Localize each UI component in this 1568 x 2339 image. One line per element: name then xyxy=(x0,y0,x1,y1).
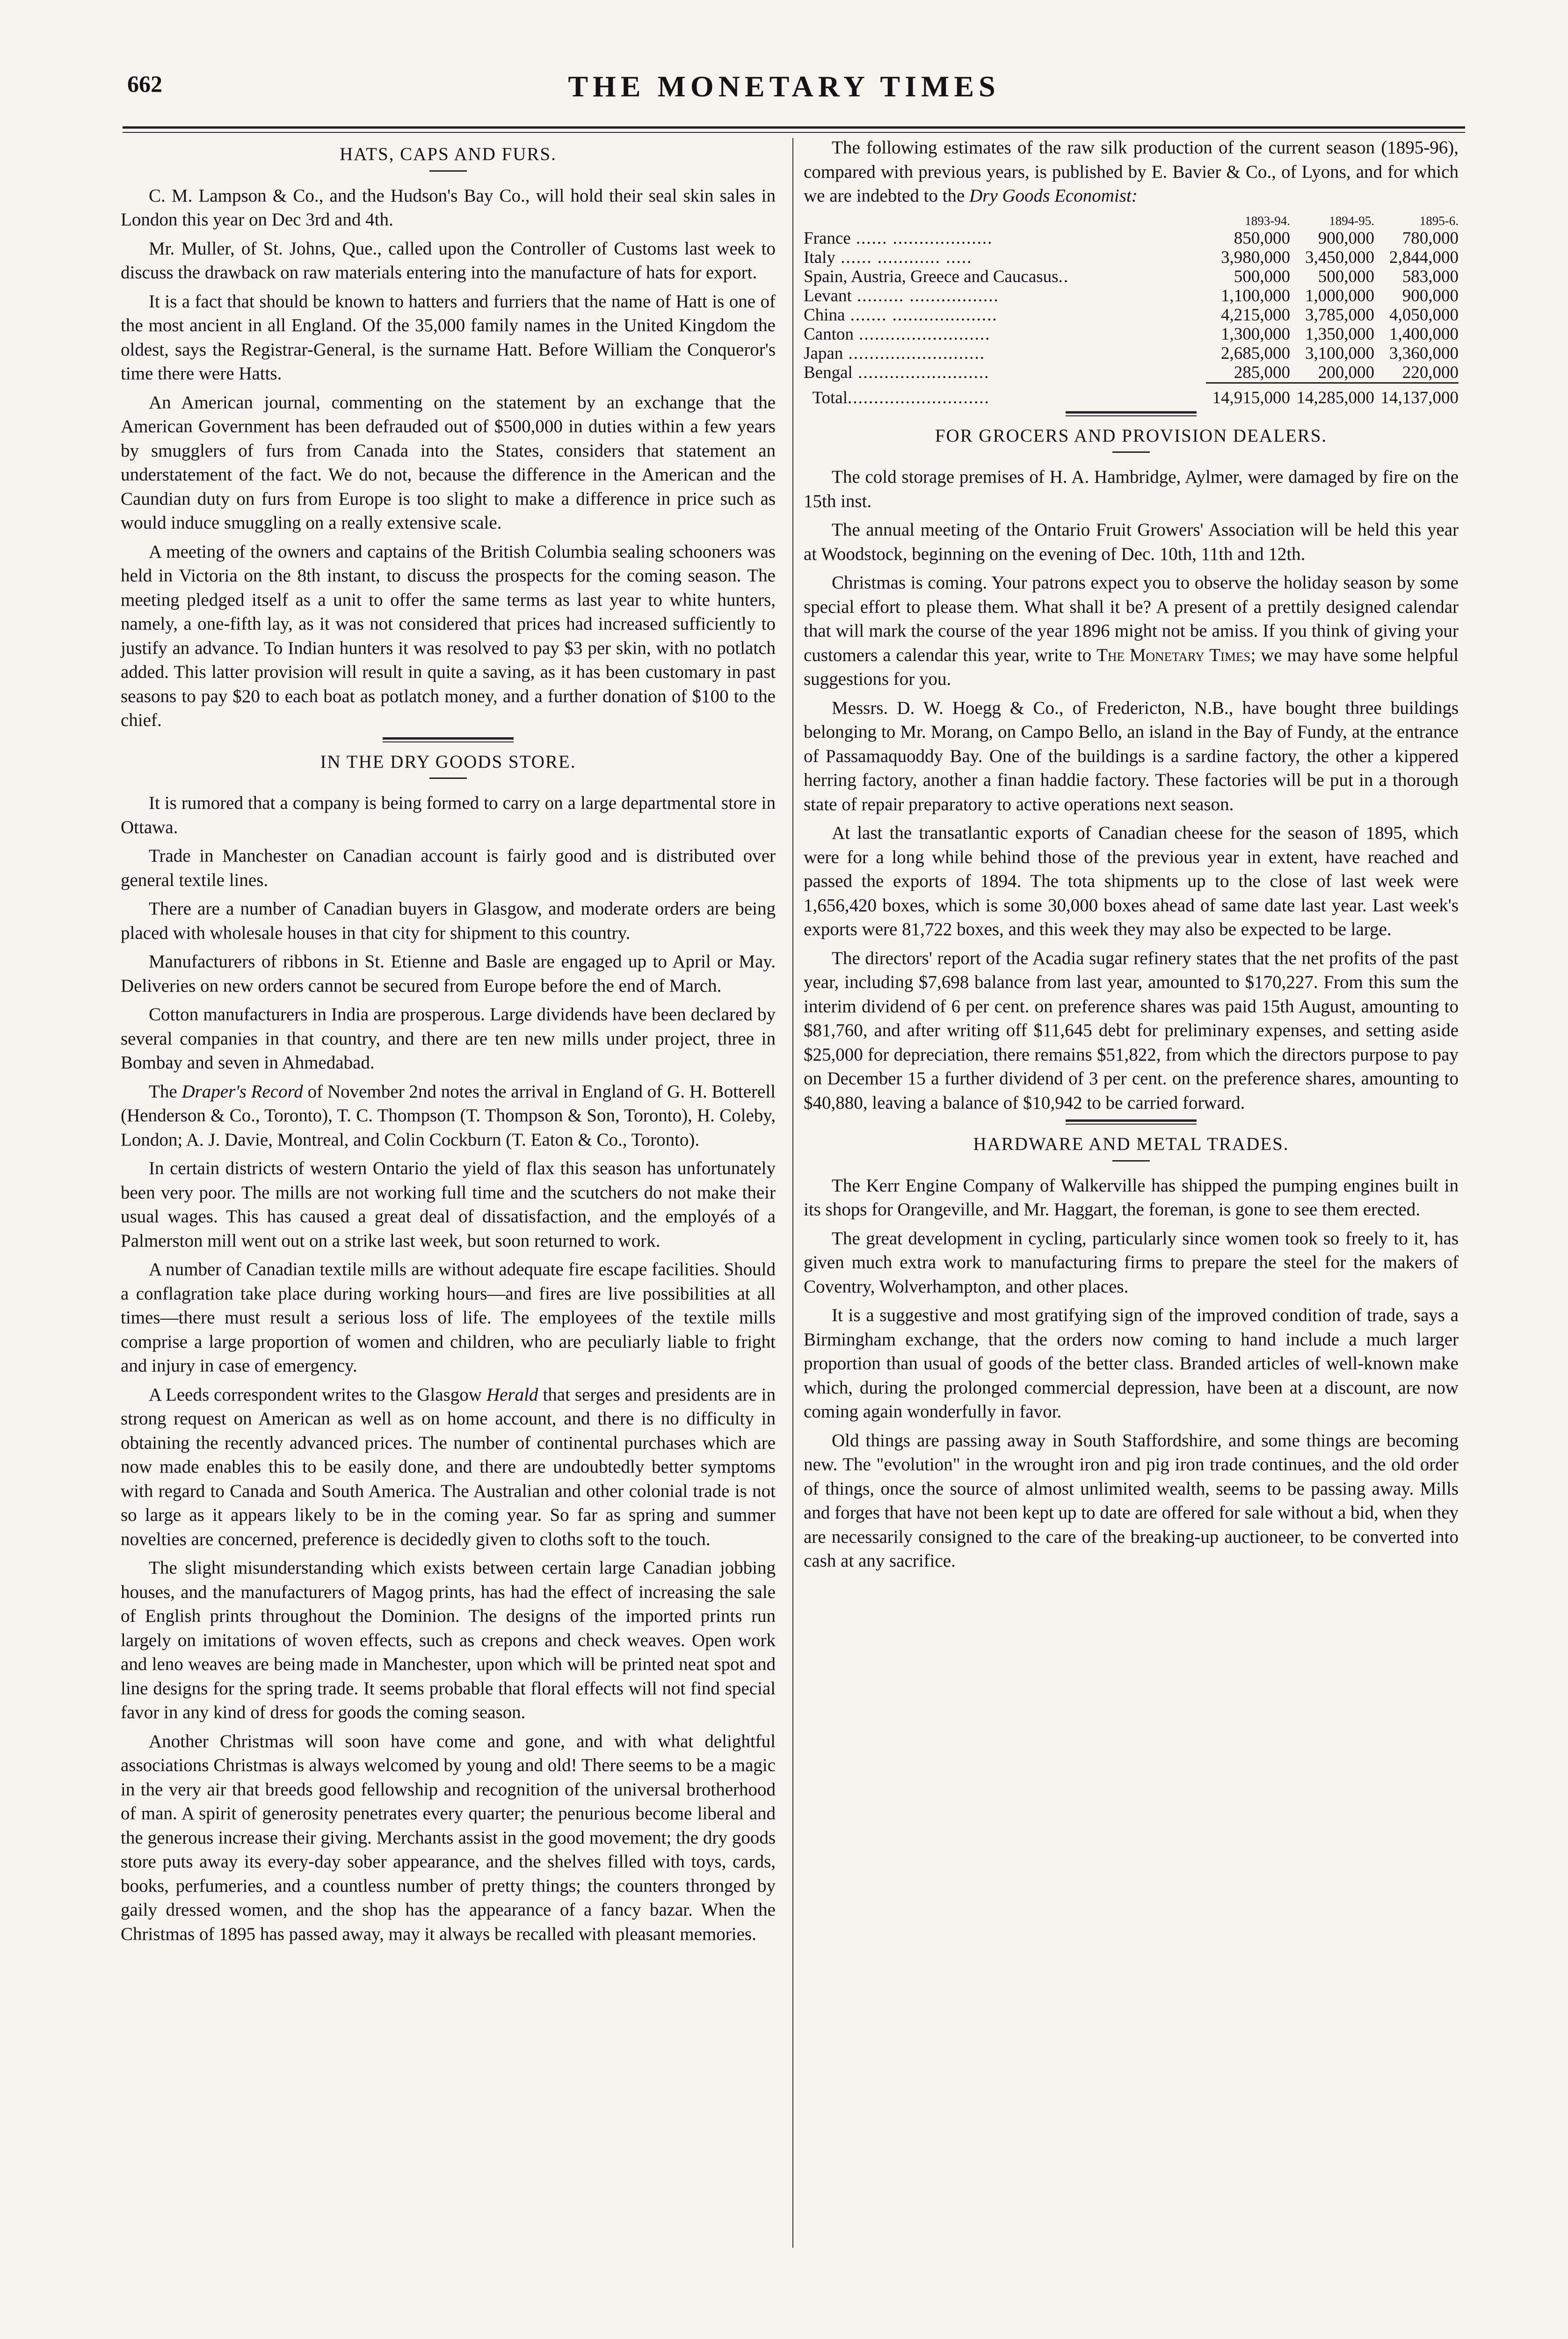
paragraph: The Kerr Engine Company of Walkerville has shipped the pumping engines built in its shops for Orangeville, and Mr. Haggart, the foreman, is gone to see them erected. xyxy=(804,1175,1459,1220)
text-run: The following estimates of the raw silk production of the current season (1895-96), compared with previous years, is published by E. Bavier & Co., of Lyons, and for which we are indebted to the xyxy=(804,138,1459,206)
total-rule-row xyxy=(804,383,1459,386)
value-cell: 4,050,000 xyxy=(1389,305,1459,325)
masthead-title: THE MONETARY TIMES xyxy=(568,70,1000,103)
paragraph: C. M. Lampson & Co., and the Hudson's Bay Co., will hold their seal skin sales in London this year on Dec 3rd and 4th. xyxy=(121,185,776,230)
paragraph: The cold storage premises of H. A. Hambridge, Aylmer, were damaged by fire on the 15th inst. xyxy=(804,467,1459,511)
paragraph: There are a number of Canadian buyers in Glasgow, and moderate orders are being placed with wholesale houses in that city for shipment to this country. xyxy=(121,899,776,943)
value-cell: 900,000 xyxy=(1402,286,1459,305)
paragraph: Messrs. D. W. Hoegg & Co., of Fredericton, N.B., have bought three buildings belonging to Mr. Morang, on Campo Bello, an island in the Bay of Fundy, at the entrance of Passamaquoddy Bay. One of the buildings is a sardine factory, the other a kippered herring factory, another a finan haddie factory. These factories will be put in a thorough state of repair preparatory to active operations next season. xyxy=(804,697,1459,814)
paragraph: Cotton manufacturers in India are prosperous. Large dividends have been declared by several companies in that country, and there are ten new mills under project, three in Bombay and seven in Ahmedabad. xyxy=(121,1004,776,1073)
heading-rule xyxy=(429,777,467,779)
year-header: 1895-6. xyxy=(1419,213,1459,228)
paragraph: At last the transatlantic exports of Canadian cheese for the season of 1895, which were for a long while behind those of the previous year in extent, have reached and passed the exports of 1894. The tota shipments up to the close of last week were 1,656,420 boxes, which is some 30,000 boxes ahead of same date last year. Last week's exports were 81,722 boxes, and this week they may also be expected to be large. xyxy=(804,823,1459,939)
table-row xyxy=(804,229,1459,248)
heading-rule xyxy=(1112,451,1150,453)
table-row xyxy=(804,267,1459,286)
text-run: A Leeds correspondent writes to the Glasgow xyxy=(149,1384,482,1405)
country-cell: Levant ......... ................. xyxy=(804,286,999,305)
value-cell: 3,980,000 xyxy=(1221,247,1290,267)
paragraph xyxy=(121,1080,776,1152)
table-total-row xyxy=(804,386,1459,407)
text-run: that serges and presidents are in strong request on American as well as on home account, and there is no difficulty in obtaining the recently advanced prices. The number of continental purchases which are now made enables this to be easily done, and there are undoubtedly better symptoms with regard to Canada and South America. The Australian and other colonial trade is not so large as it appears likely to be in the coming year. So far as spring and summer novelties are concerned, preference is decidedly given to cloths soft to the touch. xyxy=(121,1384,776,1549)
paragraph: Another Christmas will soon have come and gone, and with what delightful associations Christmas is always welcomed by young and old! There seems to be a magic in the very air that breeds good fellowship and recognition of the universal brotherhood of man. A spirit of generosity penetrates every quarter; the penurious become liberal and the generous increase their giving. Merchants assist in the good movement; the dry goods store puts away its every-day sober appearance, and the shelves filled with toys, cards, books, perfumeries, and a countless number of pretty things; the counters thronged by gaily dressed women, and the shop has the appearance of a fancy bazar. When the Christmas of 1895 has passed away, may it always be recalled with pleasant memories. xyxy=(121,1731,776,1944)
publication-name: Herald xyxy=(486,1384,538,1405)
value-cell: 3,450,000 xyxy=(1305,247,1374,267)
left-column xyxy=(121,136,776,1951)
paragraph: The great development in cycling, particularly since women took so freely to it, has given much extra work to manufacturing firms to prepare the steel for the makers of Coventry, Wolverhampton, and other places. xyxy=(804,1228,1459,1297)
section-separator xyxy=(1066,1119,1197,1125)
value-cell: 285,000 xyxy=(1234,363,1290,382)
value-cell: 780,000 xyxy=(1402,228,1459,248)
paragraph xyxy=(804,136,1459,208)
country-cell: Spain, Austria, Greece and Caucasus.. xyxy=(804,267,1069,286)
section-heading-hardware: HARDWARE AND METAL TRADES. xyxy=(973,1134,1289,1154)
value-cell: 220,000 xyxy=(1402,363,1459,382)
publication-name: Draper's Record xyxy=(181,1081,303,1102)
value-cell: 200,000 xyxy=(1318,363,1374,382)
table-row xyxy=(804,286,1459,305)
publication-name: The Monetary Times xyxy=(1096,645,1251,665)
paragraph: Mr. Muller, of St. Johns, Que., called upon the Controller of Customs last week to discuss the drawback on raw materials entering into the manufacture of hats for export. xyxy=(121,238,776,283)
text-run: ; we may have some helpful suggestions for you. xyxy=(804,645,1459,689)
value-cell: 500,000 xyxy=(1234,267,1290,286)
section-separator xyxy=(1066,411,1197,416)
column-divider xyxy=(792,138,793,2248)
country-cell: Italy ...... ............ ..... xyxy=(804,247,973,267)
table-row xyxy=(804,305,1459,325)
value-cell: 3,360,000 xyxy=(1389,343,1459,363)
paragraph: It is a suggestive and most gratifying sign of the improved condition of trade, says a Birmingham exchange, that the orders now coming to hand include a much larger proportion than usual of goods of the better class. Branded articles of well-known make which, during the prolonged commercial depression, have been at a discount, are now coming again wonderfully in favor. xyxy=(804,1305,1459,1422)
total-value: 14,285,000 xyxy=(1296,388,1374,407)
section-heading-hats: HATS, CAPS AND FURS. xyxy=(340,144,557,164)
table-header-blank xyxy=(804,213,1206,229)
value-cell: 1,400,000 xyxy=(1389,324,1459,344)
masthead-rule xyxy=(123,126,1465,129)
country-cell: China ....... .................... xyxy=(804,305,998,325)
value-cell: 3,100,000 xyxy=(1305,343,1374,363)
right-column xyxy=(804,136,1459,1578)
country-cell: France ...... ................... xyxy=(804,228,993,248)
total-label: Total........................... xyxy=(812,388,990,407)
paragraph: In certain districts of western Ontario the yield of flax this season has unfortunately been very poor. The mills are not working full time and the scutchers do not make their usual wages. This has caused a great deal of dissatisfaction, and the employés of a Palmerston mill went out on a strike last week, but soon returned to work. xyxy=(121,1158,776,1251)
paragraph: The directors' report of the Acadia sugar refinery states that the net profits of the past year, including $7,698 balance from last year, amounted to $170,227. From this sum the interim dividend of 6 per cent. on preference shares was paid 15th August, amounting to $81,760, and after writing off $11,645 debt for preliminary expenses, and setting aside $25,000 for depreciation, there remains $51,822, from which the directors purpose to pay on December 15 a further dividend of 3 per cent. on the preference shares, amounting to $40,880, leaving a balance of $10,942 to be carried forward. xyxy=(804,948,1459,1113)
masthead-rule-thin xyxy=(123,132,1465,133)
total-value: 14,137,000 xyxy=(1380,388,1459,407)
table-row xyxy=(804,325,1459,344)
text-run: The xyxy=(149,1081,177,1102)
paragraph xyxy=(804,571,1459,691)
section-heading-dry-goods: IN THE DRY GOODS STORE. xyxy=(320,751,576,772)
value-cell: 900,000 xyxy=(1318,228,1374,248)
text-run: Christmas is coming. Your patrons expect you to observe the holiday season by some special effort to please them. What shall it be? A present of a prettily designed calendar that will mark the course of the year 1896 might not be amiss. If you think of giving your customers a calendar this year, write to xyxy=(804,573,1459,665)
paragraph xyxy=(121,1383,776,1552)
value-cell: 583,000 xyxy=(1402,267,1459,286)
paragraph: Old things are passing away in South Staffordshire, and some things are becoming new. The "evolution" in the wrought iron and pig iron trade continues, and the old order of things, once the source of almost unlimited wealth, seems to be passing away. Mills and forges that have not been kept up to date are offered for sale without a bid, when they are necessarily consigned to the care of the breaking-up auctioneer, to be converted into cash at any sacrifice. xyxy=(804,1430,1459,1571)
section-separator xyxy=(383,737,514,742)
value-cell: 2,844,000 xyxy=(1389,247,1459,267)
year-header: 1894-95. xyxy=(1329,213,1374,228)
section-heading-grocers: FOR GROCERS AND PROVISION DEALERS. xyxy=(935,425,1328,446)
heading-rule xyxy=(1112,1160,1150,1162)
value-cell: 3,785,000 xyxy=(1305,305,1374,325)
country-cell: Bengal ......................... xyxy=(804,363,990,383)
paragraph: Trade in Manchester on Canadian account is fairly good and is distributed over general textile lines. xyxy=(121,846,776,890)
year-header: 1893-94. xyxy=(1245,213,1290,228)
value-cell: 1,000,000 xyxy=(1305,286,1374,305)
text-run: of November 2nd notes the arrival in England of G. H. Botterell (Henderson & Co., Toronto), T. C. Thompson (T. Thompson & Son, Toronto), H. Coleby, London; A. J. Davie, Montreal, and Colin Cockburn (T. Eaton & Co., Toronto). xyxy=(121,1081,776,1150)
table-row xyxy=(804,344,1459,363)
value-cell: 2,685,000 xyxy=(1221,343,1290,363)
value-cell: 1,100,000 xyxy=(1221,286,1290,305)
paragraph: It is rumored that a company is being formed to carry on a large departmental store in Ottawa. xyxy=(121,793,776,837)
silk-production-table xyxy=(804,213,1459,407)
country-cell: Canton ......................... xyxy=(804,324,991,344)
paragraph: The slight misunderstanding which exists between certain large Canadian jobbing houses, and the manufacturers of Magog prints, has had the effect of increasing the sale of English prints throughout the Dominion. The designs of the imported prints run largely on imitations of woven effects, such as crepons and check weaves. Open work and leno weaves are being made in Manchester, upon which will be printed neat spot and line designs for the spring trade. It seems probable that floral effects will not find special favor in any kind of dress for goods the coming season. xyxy=(121,1558,776,1722)
value-cell: 500,000 xyxy=(1318,267,1374,286)
heading-rule xyxy=(429,170,467,172)
paragraph: It is a fact that should be known to hatters and furriers that the name of Hatt is one of the most ancient in all England. Of the 35,000 family names in the United Kingdom the oldest, says the Registrar-General, is the surname Hatt. Before William the Conqueror's time there were Hatts. xyxy=(121,291,776,384)
table-row xyxy=(804,248,1459,267)
publication-name: Dry Goods Economist: xyxy=(969,186,1138,206)
paragraph: Manufacturers of ribbons in St. Etienne and Basle are engaged up to April or May. Deliveries on new orders cannot be secured from Europe before the end of March. xyxy=(121,952,776,996)
value-cell: 850,000 xyxy=(1234,228,1290,248)
paragraph: A meeting of the owners and captains of the British Columbia sealing schooners was held in Victoria on the 8th instant, to discuss the prospects for the coming season. The meeting pledged itself as a unit to offer the same terms as last year to white hunters, namely, a one-fifth lay, as it was not considered that prices had increased sufficiently to justify an advance. To Indian hunters it was resolved to pay $3 per skin, with no potlatch added. This latter provision will result in quite a saving, as it has been customary in past seasons to pay $20 to each boat as potlatch money, and a further donation of $100 to the chief. xyxy=(121,541,776,730)
paragraph: An American journal, commenting on the statement by an exchange that the American Government has been defrauded out of $500,000 in duties within a few years by smugglers of furs from Canada into the States, considers that statement an understatement of the fact. We do not, because the difference in the American and the Caundian duty on furs from Europe is too slight to make a difference in price such as would induce smuggling on a really extensive scale. xyxy=(121,392,776,533)
table-header-row xyxy=(804,213,1459,229)
paragraph: The annual meeting of the Ontario Fruit Growers' Association will be held this year at Woodstock, beginning on the evening of Dec. 10th, 11th and 12th. xyxy=(804,520,1459,564)
paragraph: A number of Canadian textile mills are without adequate fire escape facilities. Should a conflagration take place during working hours—and fires are live possibilities at all times—there must result a serious loss of life. The employees of the textile mills comprise a large proportion of women and children, who are peculiarly liable to fright and injury in case of emergency. xyxy=(121,1259,776,1376)
total-value: 14,915,000 xyxy=(1212,388,1290,407)
country-cell: Japan .......................... xyxy=(804,343,985,363)
value-cell: 4,215,000 xyxy=(1221,305,1290,325)
value-cell: 1,300,000 xyxy=(1221,324,1290,344)
page-number: 662 xyxy=(127,71,162,97)
table-row xyxy=(804,363,1459,383)
value-cell: 1,350,000 xyxy=(1305,324,1374,344)
